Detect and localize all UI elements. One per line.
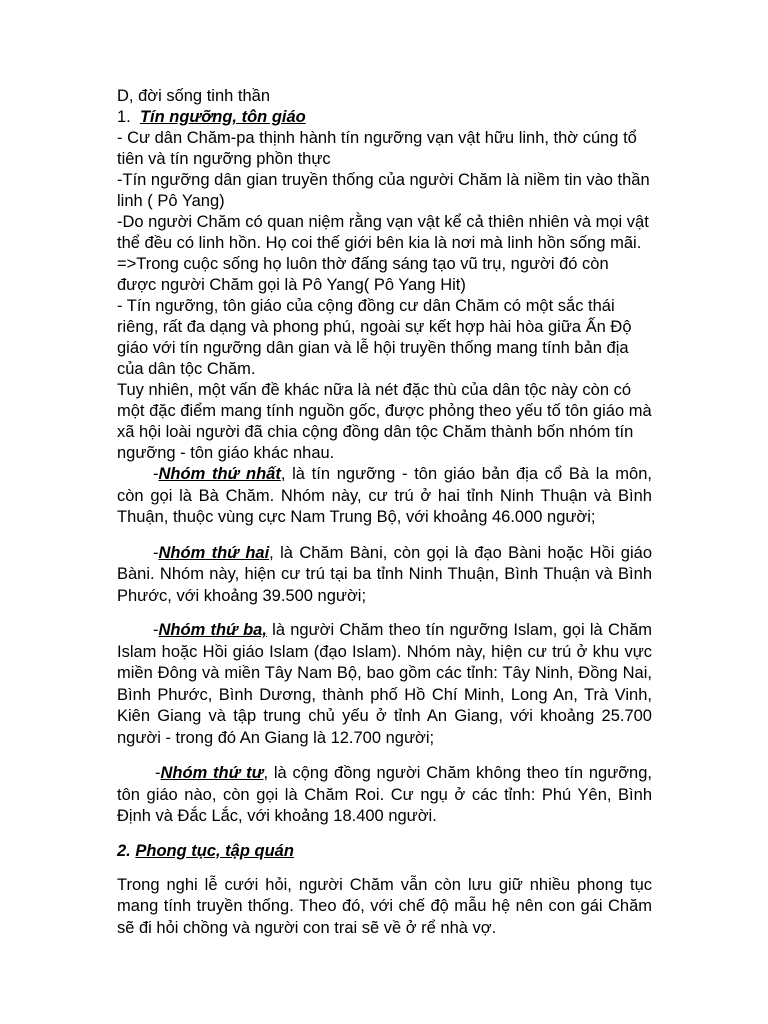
group-paragraph-3 <box>117 620 652 749</box>
intro-line-5: - Tín ngưỡng, tôn giáo của cộng đồng cư dân Chăm có một sắc thái riêng, rất đa dạng và phong phú, ngoài sự kết hợp hài hòa giữa Ấn Độ giáo với tín ngưỡng dân gian và lễ hội truyền thống mang tính bản địa của dân tộc Chăm. <box>117 297 632 378</box>
group-2-text: , là Chăm Bàni, còn gọi là đạo Bàni hoặc Hồi giáo Bàni. Nhóm này, hiện cư trú tại ba tỉnh Ninh Thuận, Bình Thuận và Bình Phước, với khoảng 39.500 người; <box>117 543 652 605</box>
group-1-label: Nhóm thứ nhất <box>158 465 281 483</box>
group-paragraph-2 <box>117 543 652 608</box>
heading-item-2 <box>117 841 652 862</box>
group-paragraph-4 <box>117 763 652 828</box>
group-3-text: là người Chăm theo tín ngưỡng Islam, gọi là Chăm Islam hoặc Hồi giáo Islam (đạo Islam). Nhóm này, hiện cư trú ở khu vực miền Đông và miền Tây Nam Bộ, bao gồm các tỉnh: Tây Ninh, Đồng Nai, Bình Phước, Bình Dương, thành phố Hồ Chí Minh, Long An, Trà Vinh, Kiên Giang và tập trung chủ yếu ở tỉnh An Giang, với khoảng 25.700 người - trong đó An Giang là 12.700 người; <box>117 621 652 747</box>
group-1-text: , là tín ngưỡng - tôn giáo bản địa cổ Bà la môn, còn gọi là Bà Chăm. Nhóm này, cư trú ở hai tỉnh Ninh Thuận và Bình Thuận, thuộc vùng cực Nam Trung Bộ, với khoảng 46.000 người; <box>117 465 652 526</box>
intro-line-2: -Tín ngưỡng dân gian truyền thống của người Chăm là niềm tin vào thần linh ( Pô Yang) <box>117 171 650 210</box>
heading-item-1 <box>117 107 652 128</box>
group-2-label: Nhóm thứ hai <box>158 543 270 562</box>
group-4-dash: - <box>155 764 161 782</box>
group-3-label: Nhóm thứ ba, <box>158 621 267 639</box>
document-page <box>117 86 652 939</box>
closing-paragraph: Trong nghi lễ cưới hỏi, người Chăm vẫn còn lưu giữ nhiều phong tục mang tính truyền thống. Theo đó, với chế độ mẫu hệ nên con gái Chăm sẽ đi hỏi chồng và người con trai sẽ về ở rể nhà vợ. <box>117 875 652 937</box>
group-2-dash: - <box>153 543 159 562</box>
intro-line-1: - Cư dân Chăm-pa thịnh hành tín ngưỡng vạn vật hữu linh, thờ cúng tổ tiên và tín ngưỡng phồn thực <box>117 129 637 168</box>
group-4-label: Nhóm thứ tư <box>160 764 264 782</box>
heading-item-2-title: Phong tục, tập quán <box>135 841 294 860</box>
section-heading: D, đời sống tinh thần <box>117 87 270 105</box>
intro-line-6: Tuy nhiên, một vấn đề khác nữa là nét đặc thù của dân tộc này còn có một đặc điểm mang tính nguồn gốc, được phỏng theo yếu tố tôn giáo mà xã hội loài người đã chia cộng đồng dân tộc Chăm thành bốn nhóm tín ngưỡng - tôn giáo khác nhau. <box>117 381 652 462</box>
group-paragraph-1 <box>117 464 652 529</box>
heading-item-1-number: 1. <box>117 108 131 126</box>
group-4-text: , là cộng đồng người Chăm không theo tín ngưỡng, tôn giáo nào, còn gọi là Chăm Roi. Cư ngụ ở các tỉnh: Phú Yên, Bình Định và Đắc Lắc, với khoảng 18.400 người. <box>117 764 652 825</box>
group-1-dash: - <box>153 465 159 483</box>
heading-item-2-number: 2. <box>117 841 131 860</box>
heading-item-1-title: Tín ngưỡng, tôn giáo <box>139 108 306 126</box>
group-3-dash: - <box>153 621 159 639</box>
intro-line-3: -Do người Chăm có quan niệm rằng vạn vật kể cả thiên nhiên và mọi vật thể đều có linh hồn. Họ coi thế giới bên kia là nơi mà linh hồn sống mãi. <box>117 213 649 252</box>
intro-line-4: =>Trong cuộc sống họ luôn thờ đấng sáng tạo vũ trụ, người đó còn được người Chăm gọi là Pô Yang( Pô Yang Hit) <box>117 255 609 294</box>
